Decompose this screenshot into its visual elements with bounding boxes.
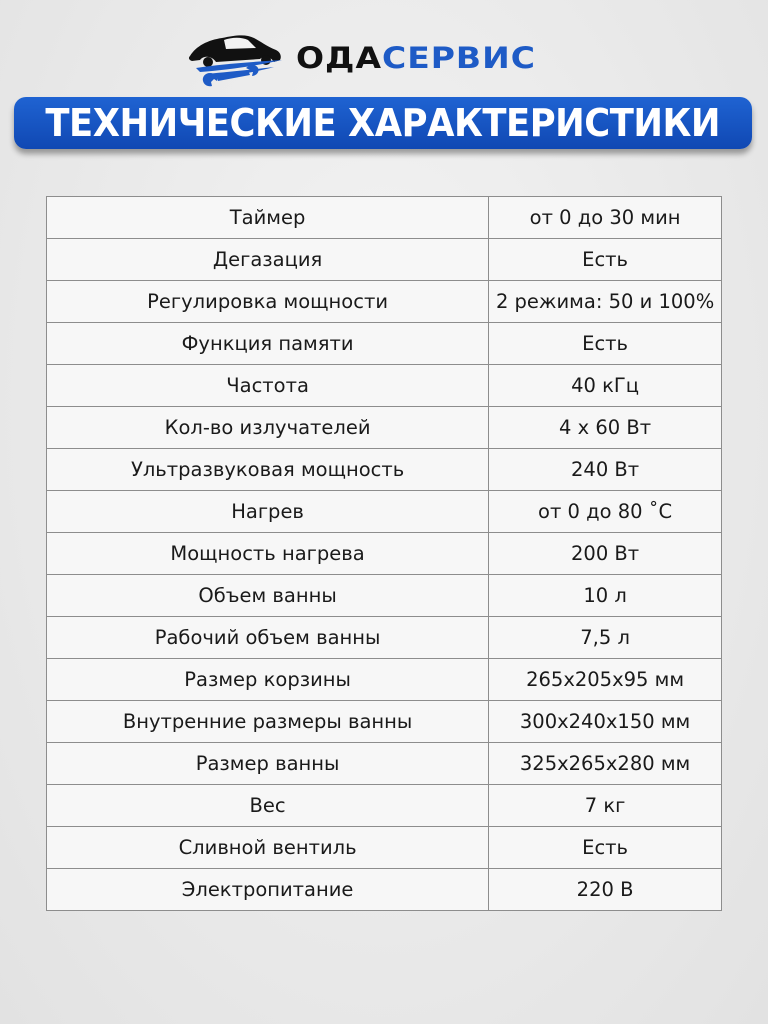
- spec-value: 200 Вт: [489, 533, 722, 575]
- spec-value: Есть: [489, 239, 722, 281]
- spec-value: 10 л: [489, 575, 722, 617]
- spec-value: от 0 до 80 ˚С: [489, 491, 722, 533]
- spec-label: Сливной вентиль: [47, 827, 489, 869]
- spec-value: 4 х 60 Вт: [489, 407, 722, 449]
- table-row: [47, 197, 722, 239]
- spec-label: Ультразвуковая мощность: [47, 449, 489, 491]
- spec-label: Рабочий объем ванны: [47, 617, 489, 659]
- table-row: [47, 281, 722, 323]
- car-with-wrench-icon: [186, 26, 286, 88]
- spec-value: 265х205х95 мм: [489, 659, 722, 701]
- table-row: [47, 743, 722, 785]
- spec-value: Есть: [489, 323, 722, 365]
- spec-table: [46, 196, 722, 911]
- table-row: [47, 869, 722, 911]
- spec-label: Регулировка мощности: [47, 281, 489, 323]
- table-row: [47, 365, 722, 407]
- spec-label: Размер ванны: [47, 743, 489, 785]
- spec-value: 220 В: [489, 869, 722, 911]
- table-row: [47, 323, 722, 365]
- table-row: [47, 701, 722, 743]
- spec-label: Таймер: [47, 197, 489, 239]
- table-row: [47, 827, 722, 869]
- spec-label: Вес: [47, 785, 489, 827]
- brand-logo: [186, 24, 536, 90]
- spec-value: 7,5 л: [489, 617, 722, 659]
- table-row: [47, 491, 722, 533]
- spec-value: 40 кГц: [489, 365, 722, 407]
- spec-value: 300х240х150 мм: [489, 701, 722, 743]
- spec-label: Функция памяти: [47, 323, 489, 365]
- table-row: [47, 575, 722, 617]
- brand-name: [296, 39, 536, 74]
- spec-value: 2 режима: 50 и 100%: [489, 281, 722, 323]
- spec-label: Нагрев: [47, 491, 489, 533]
- spec-value: 325х265х280 мм: [489, 743, 722, 785]
- spec-label: Внутренние размеры ванны: [47, 701, 489, 743]
- table-row: [47, 659, 722, 701]
- table-row: [47, 407, 722, 449]
- table-row: [47, 785, 722, 827]
- spec-value: 240 Вт: [489, 449, 722, 491]
- spec-value: от 0 до 30 мин: [489, 197, 722, 239]
- spec-label: Размер корзины: [47, 659, 489, 701]
- title-banner: [14, 97, 752, 149]
- spec-label: Мощность нагрева: [47, 533, 489, 575]
- table-row: [47, 449, 722, 491]
- table-row: [47, 533, 722, 575]
- table-row: [47, 617, 722, 659]
- brand-name-part1: ОДА: [296, 39, 382, 75]
- spec-label: Электропитание: [47, 869, 489, 911]
- spec-label: Кол-во излучателей: [47, 407, 489, 449]
- table-row: [47, 239, 722, 281]
- brand-name-part2: СЕРВИС: [381, 39, 536, 75]
- page-title: ТЕХНИЧЕСКИЕ ХАРАКТЕРИСТИКИ: [45, 101, 721, 145]
- spec-label: Объем ванны: [47, 575, 489, 617]
- spec-value: Есть: [489, 827, 722, 869]
- spec-label: Дегазация: [47, 239, 489, 281]
- spec-label: Частота: [47, 365, 489, 407]
- spec-value: 7 кг: [489, 785, 722, 827]
